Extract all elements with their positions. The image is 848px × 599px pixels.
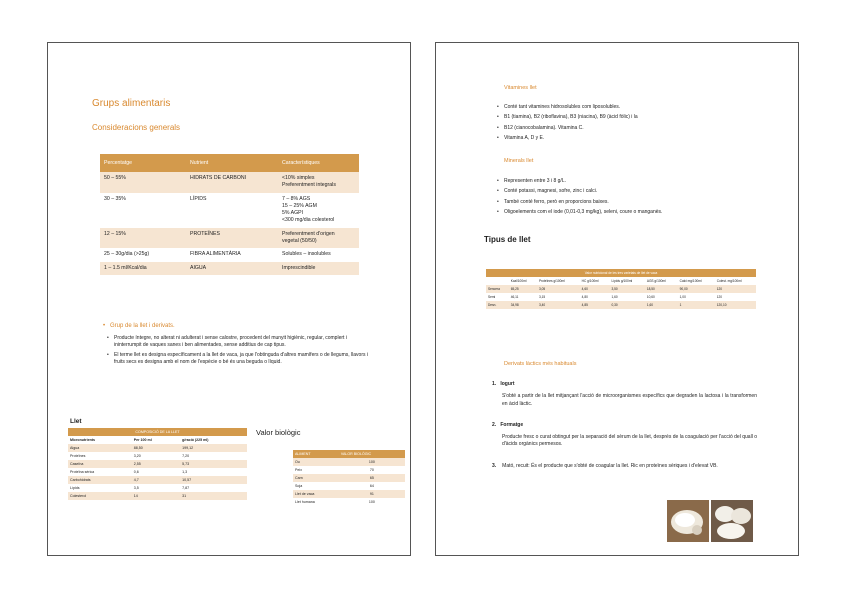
minerals-heading: Minerals llet bbox=[504, 158, 534, 164]
table-cell: 3,40 bbox=[537, 301, 580, 309]
table-cell: 46,11 bbox=[509, 293, 537, 301]
table-row bbox=[100, 172, 359, 193]
table-cell: 65 bbox=[339, 474, 405, 482]
table-cell: 0,6 bbox=[132, 468, 180, 476]
composition-caption: COMPOSICIÓ DE LA LLET bbox=[68, 428, 247, 436]
table-cell: Colesterol bbox=[68, 492, 132, 500]
table-cell: Kcal/100ml bbox=[509, 277, 537, 285]
table-cell: 3,15 bbox=[537, 293, 580, 301]
cheese-photo-2 bbox=[711, 500, 753, 542]
table-cell: 5,73 bbox=[180, 460, 247, 468]
derivative-number: 1. bbox=[492, 381, 497, 387]
table-cell: 0,30 bbox=[609, 301, 644, 309]
table-cell: 199,12 bbox=[180, 444, 247, 452]
table-cell: 3,20 bbox=[132, 452, 180, 460]
derivative-item bbox=[492, 381, 757, 408]
table-cell: 4,7 bbox=[132, 476, 180, 484]
table-row bbox=[68, 468, 247, 476]
cell-line: 15 – 25% AGM bbox=[282, 202, 317, 209]
table-cell: Proteïnes g/100ml bbox=[537, 277, 580, 285]
table-cell: 70 bbox=[339, 466, 405, 474]
table-cell: Proteïna sèrica bbox=[68, 468, 132, 476]
milk-group-heading: • Grup de la llet i derivats. bbox=[110, 322, 372, 331]
milk-group-heading-list bbox=[102, 322, 372, 331]
table-row bbox=[293, 498, 405, 506]
document-page-1 bbox=[47, 42, 411, 556]
list-item: • També conté ferro, però en proporcions baixes. bbox=[504, 199, 784, 206]
table-row bbox=[68, 476, 247, 484]
table-cell: Ou bbox=[293, 458, 339, 466]
table-cell: 64 bbox=[339, 482, 405, 490]
table-cell bbox=[278, 172, 359, 193]
llet-label: Llet bbox=[70, 418, 82, 425]
table-row bbox=[68, 452, 247, 460]
table-cell: 100 bbox=[339, 498, 405, 506]
table-header: ALIMENT bbox=[293, 450, 339, 458]
table-cell: Calci mg/100ml bbox=[678, 277, 715, 285]
table-cell: 25 – 30g/dia (>25g) bbox=[100, 248, 186, 261]
table-row bbox=[486, 293, 756, 301]
composition-table bbox=[68, 428, 247, 500]
table-cell: 14 bbox=[132, 492, 180, 500]
table-cell: HIDRATS DE CARBONI bbox=[186, 172, 278, 193]
table-cell: 4,60 bbox=[580, 285, 610, 293]
table-cell: 120 bbox=[715, 285, 756, 293]
biological-value-table bbox=[293, 450, 405, 506]
table-cell: 10,60 bbox=[645, 293, 678, 301]
table-cell: 4,80 bbox=[580, 293, 610, 301]
table-cell: 10,57 bbox=[180, 476, 247, 484]
table-cell: 91 bbox=[339, 490, 405, 498]
derivative-text: Producte fresc o curat obtingut per la separació del sèrum de la llet, després de la coagulació per l'acció del quall o d'àcids orgànics permesos. bbox=[502, 434, 757, 448]
table-cell: 1 bbox=[678, 301, 715, 309]
table-cell: 34,98 bbox=[509, 301, 537, 309]
document-page-2 bbox=[435, 42, 799, 556]
derivative-item bbox=[492, 422, 757, 449]
table-cell: LÍPIDS bbox=[186, 193, 278, 228]
table-cell: Desn. bbox=[486, 301, 509, 309]
valor-label: Valor biològic bbox=[256, 428, 301, 437]
table-row bbox=[68, 436, 247, 444]
table-row bbox=[68, 492, 247, 500]
table-cell: Aigua bbox=[68, 444, 132, 452]
table-cell: Colest. mg/100ml bbox=[715, 277, 756, 285]
table-row bbox=[293, 458, 405, 466]
cheese-photo-1 bbox=[667, 500, 709, 542]
nutrient-table-header: Característiques bbox=[278, 154, 359, 172]
table-cell: 18,50 bbox=[645, 285, 678, 293]
derivative-title: Formatge bbox=[500, 421, 524, 428]
table-cell: 120,10 bbox=[715, 301, 756, 309]
table-row bbox=[486, 285, 756, 293]
cell-line: <10% simples bbox=[282, 175, 315, 181]
table-cell: Carbohidrats bbox=[68, 476, 132, 484]
list-item: • Conté potassi, magnesi, sofre, zinc i calci. bbox=[504, 188, 784, 195]
table-row bbox=[486, 277, 756, 285]
table-cell: Lípids g/100ml bbox=[609, 277, 644, 285]
table-cell bbox=[278, 228, 359, 249]
list-item: • B12 (cianocobalamina). Vitamina C. bbox=[504, 125, 774, 132]
table-row bbox=[100, 248, 359, 261]
table-cell: AIGUA bbox=[186, 262, 278, 275]
table-row bbox=[486, 301, 756, 309]
table-cell: 88,50 bbox=[132, 444, 180, 452]
cell-line: Preferentment integrals bbox=[282, 182, 336, 189]
table-cell: 3,5 bbox=[132, 484, 180, 492]
table-cell: 7,87 bbox=[180, 484, 247, 492]
table-cell: Solubles – insolubles bbox=[278, 248, 359, 261]
table-cell bbox=[486, 277, 509, 285]
derivatives-list bbox=[492, 381, 757, 470]
table-cell: g/ració (225 ml) bbox=[180, 436, 247, 444]
table-cell: 1,60 bbox=[645, 301, 678, 309]
milk-group-section bbox=[102, 322, 372, 370]
derivative-number: 2. bbox=[492, 421, 497, 428]
vitamins-heading: Vitamines llet bbox=[504, 85, 537, 91]
table-header: VALOR BIOLÒGIC bbox=[339, 450, 405, 458]
table-cell: Carn bbox=[293, 474, 339, 482]
nutrient-table bbox=[100, 154, 359, 275]
table-cell: Soja bbox=[293, 482, 339, 490]
table-cell: Semi bbox=[486, 293, 509, 301]
nutrient-table-header: Nutrient bbox=[186, 154, 278, 172]
table-cell: 7,20 bbox=[180, 452, 247, 460]
minerals-list bbox=[496, 178, 784, 219]
list-item: • Conté tant vitamines hidrosolubles com liposolubles. bbox=[504, 104, 774, 111]
table-cell: Llet de vaca bbox=[293, 490, 339, 498]
table-cell: 65,25 bbox=[509, 285, 537, 293]
table-cell: 3,05 bbox=[537, 285, 580, 293]
cell-line: 5% AGPI bbox=[282, 210, 304, 217]
table-cell: Per 100 ml bbox=[132, 436, 180, 444]
derivative-text: Mató, recuit: És el producte que s'obté de coagular la llet. Ric en proteïnes sèriques i d'elevat VB. bbox=[502, 462, 718, 469]
derivative-text: S'obté a partir de la llet mitjançant l'acció de microorganismes específics que degraden la lactosa i la transformen en àcid làctic. bbox=[502, 393, 757, 407]
table-cell bbox=[278, 193, 359, 228]
list-item: • Vitamina A, D y E. bbox=[504, 135, 774, 142]
cell-line: 7 – 8% AGS bbox=[282, 195, 311, 202]
table-cell: Lípids bbox=[68, 484, 132, 492]
table-row bbox=[293, 466, 405, 474]
table-cell: 100 bbox=[339, 458, 405, 466]
table-cell: PROTEÏNES bbox=[186, 228, 278, 249]
table-cell: Sencera bbox=[486, 285, 509, 293]
table-cell: Imprescindible bbox=[278, 262, 359, 275]
table-cell: 50 – 55% bbox=[100, 172, 186, 193]
table-cell: 1 – 1.5 ml/Kcal/dia bbox=[100, 262, 186, 275]
table-cell: 90,00 bbox=[678, 285, 715, 293]
milk-bullets bbox=[102, 335, 372, 367]
cell-line: vegetal (50/50) bbox=[282, 237, 317, 244]
table-cell: 31 bbox=[180, 492, 247, 500]
derivative-item bbox=[492, 463, 757, 470]
table-cell: 4,85 bbox=[580, 301, 610, 309]
cell-line: Preferentment d'origen bbox=[282, 230, 335, 237]
vitamins-list bbox=[496, 104, 774, 145]
page-title: Grups alimentaris bbox=[92, 98, 171, 109]
table-cell: 1,00 bbox=[678, 293, 715, 301]
list-item: • Representen entre 3 i 8 g/L. bbox=[504, 178, 784, 185]
derivatives-heading: Derivats làctics més habituals bbox=[504, 361, 577, 367]
table-cell: Peix bbox=[293, 466, 339, 474]
table-cell: 3,50 bbox=[609, 285, 644, 293]
table-row bbox=[293, 490, 405, 498]
table-cell: Llet humana bbox=[293, 498, 339, 506]
table-cell: 30 – 35% bbox=[100, 193, 186, 228]
list-item: • Producte íntegre, no alterat ni adulterat i sense calostre, procedent del munyit higiènic, regular, complert i ininterrumpit de vaques sanes i ben alimentades, sense additius de cap tipus. bbox=[114, 335, 372, 350]
types-heading: Tipus de llet bbox=[484, 235, 531, 244]
table-cell: 1,3 bbox=[180, 468, 247, 476]
table-row bbox=[293, 474, 405, 482]
table-row bbox=[68, 460, 247, 468]
cell-line: <300 mg/dia colesterol bbox=[282, 217, 335, 224]
derivative-number: 3. bbox=[492, 462, 497, 469]
table-cell: 12 – 15% bbox=[100, 228, 186, 249]
table-row bbox=[68, 444, 247, 452]
table-cell: Micronutrients bbox=[68, 436, 132, 444]
list-item: • Oligoelements com el iode (0,01-0,3 mg/kg), seleni, coure o manganès. bbox=[504, 209, 784, 216]
table-cell: FIBRA ALIMENTÀRIA bbox=[186, 248, 278, 261]
table-row bbox=[68, 484, 247, 492]
table-row bbox=[100, 228, 359, 249]
table-cell: AGS g/100ml bbox=[645, 277, 678, 285]
list-item: • El terme llet es designa específicament a la llet de vaca, ja que l'obtinguda d'altres mamífers o de llegums, llavors i fruits secs es designa amb el nom de l'espècie o bé és una beguda o líquid. bbox=[114, 352, 372, 367]
table-row bbox=[293, 482, 405, 490]
section-subtitle: Consideracions generals bbox=[92, 123, 181, 132]
types-caption: Valor nutricional de les tres varietats de llet de vaca bbox=[486, 269, 756, 277]
derivative-title: Iogurt bbox=[500, 381, 515, 387]
table-cell: HC g/100ml bbox=[580, 277, 610, 285]
table-row bbox=[100, 262, 359, 275]
table-row bbox=[100, 193, 359, 228]
table-cell: 1,60 bbox=[609, 293, 644, 301]
table-cell: Caseïna bbox=[68, 460, 132, 468]
list-item: • B1 (tiamina), B2 (riboflavina), B3 (niacina), B9 (àcid fòlic) i la bbox=[504, 114, 774, 121]
milk-types-table bbox=[486, 269, 756, 309]
table-cell: 2,55 bbox=[132, 460, 180, 468]
table-cell: 120 bbox=[715, 293, 756, 301]
nutrient-table-header: Percentatge bbox=[100, 154, 186, 172]
table-cell: Proteïnes bbox=[68, 452, 132, 460]
